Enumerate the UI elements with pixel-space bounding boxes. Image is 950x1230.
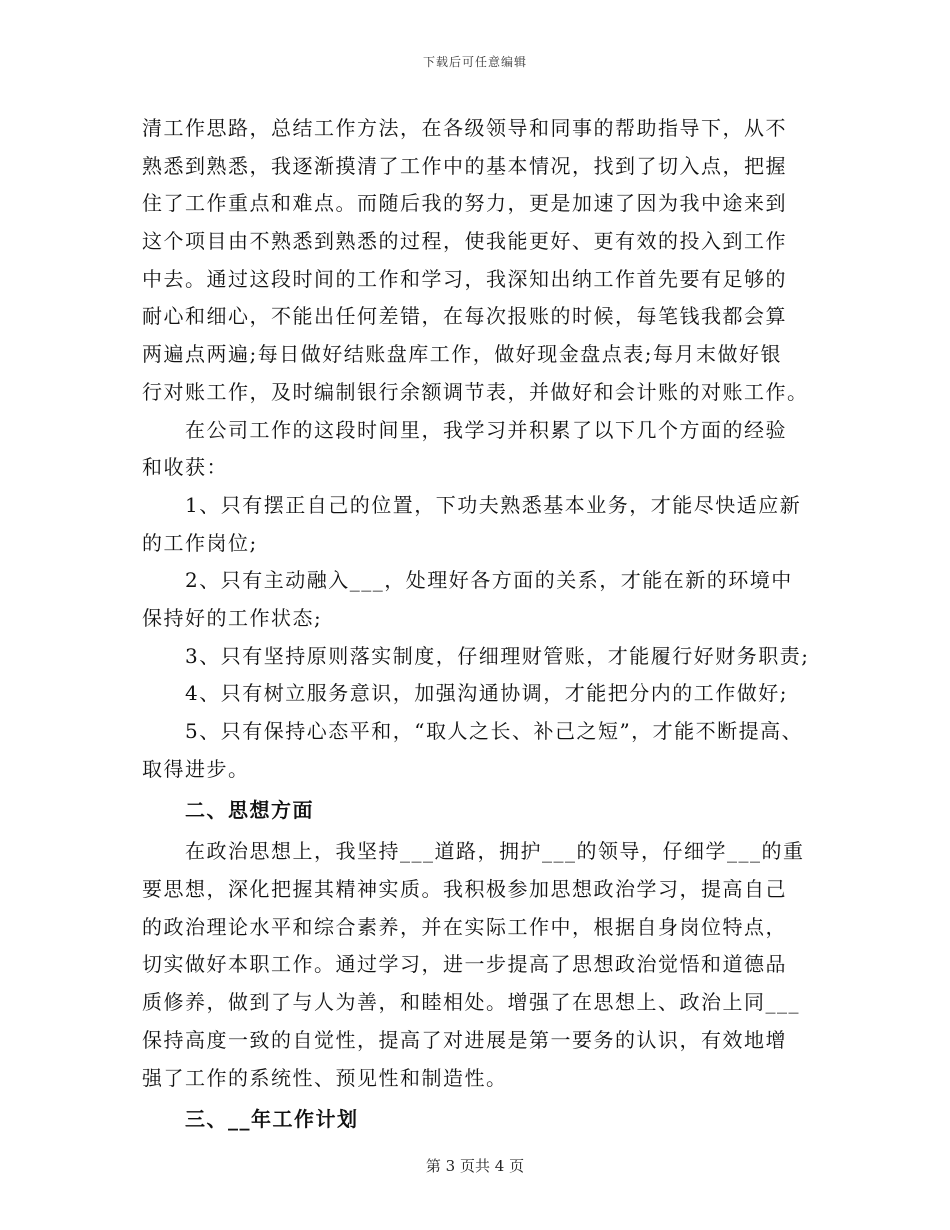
body-line: 质修养，做到了与人为善，和睦相处。增强了在思想上、政治上同___ <box>142 990 800 1015</box>
page-header: 下载后可任意编辑 <box>422 55 527 69</box>
body-line: 切实做好本职工作。通过学习，进一步提高了思想政治觉悟和道德品 <box>142 952 787 977</box>
list-item-5-cont: 取得进步。 <box>142 756 250 781</box>
list-item-4: 4、只有树立服务意识，加强沟通协调，才能把分内的工作做好; <box>185 681 788 706</box>
body-line: 中去。通过这段时间的工作和学习，我深知出纳工作首先要有足够的 <box>142 266 787 291</box>
list-item-2-cont: 保持好的工作状态; <box>142 605 323 630</box>
body-line: 住了工作重点和难点。而随后我的努力，更是加速了因为我中途来到 <box>142 191 787 216</box>
body-line: 和收获： <box>142 455 228 480</box>
body-line: 的政治理论水平和综合素养，并在实际工作中，根据自身岗位特点， <box>142 914 787 939</box>
list-item-2: 2、只有主动融入___，处理好各方面的关系，才能在新的环境中 <box>185 568 793 593</box>
paragraph-start: 在公司工作的这段时间里，我学习并积累了以下几个方面的经验 <box>185 417 787 442</box>
body-line: 熟悉到熟悉，我逐渐摸清了工作中的基本情况，找到了切入点，把握 <box>142 153 787 178</box>
page-footer: 第 3 页共 4 页 <box>425 1157 525 1175</box>
body-line: 保持高度一致的自觉性，提高了对进展是第一要务的认识，有效地增 <box>142 1027 787 1052</box>
body-line: 两遍点两遍;每日做好结账盘库工作，做好现金盘点表;每月末做好银 <box>142 342 782 367</box>
body-line: 要思想，深化把握其精神实质。我积极参加思想政治学习，提高自己 <box>142 877 787 902</box>
list-item-1: 1、只有摆正自己的位置，下功夫熟悉基本业务，才能尽快适应新 <box>185 492 802 517</box>
list-item-1-cont: 的工作岗位; <box>142 530 258 555</box>
body-line: 这个项目由不熟悉到熟悉的过程，使我能更好、更有效的投入到工作 <box>142 229 787 254</box>
section-heading: 三、__年工作计划 <box>185 1107 359 1132</box>
document-body <box>142 110 832 1142</box>
paragraph-start: 在政治思想上，我坚持___道路，拥护___的领导，仔细学___的重 <box>185 839 805 864</box>
list-item-3: 3、只有坚持原则落实制度，仔细理财管账，才能履行好财务职责; <box>185 643 810 668</box>
body-line: 清工作思路，总结工作方法，在各级领导和同事的帮助指导下，从不 <box>142 116 787 140</box>
body-line: 耐心和细心，不能出任何差错，在每次报账的时候，每笔钱我都会算 <box>142 304 787 329</box>
list-item-5: 5、只有保持心态平和，“取人之长、补己之短”，才能不断提高、 <box>185 719 804 743</box>
body-line: 行对账工作，及时编制银行余额调节表，并做好和会计账的对账工作。 <box>142 379 809 404</box>
body-line: 强了工作的系统性、预见性和制造性。 <box>142 1065 508 1090</box>
section-heading: 二、思想方面 <box>185 798 314 823</box>
